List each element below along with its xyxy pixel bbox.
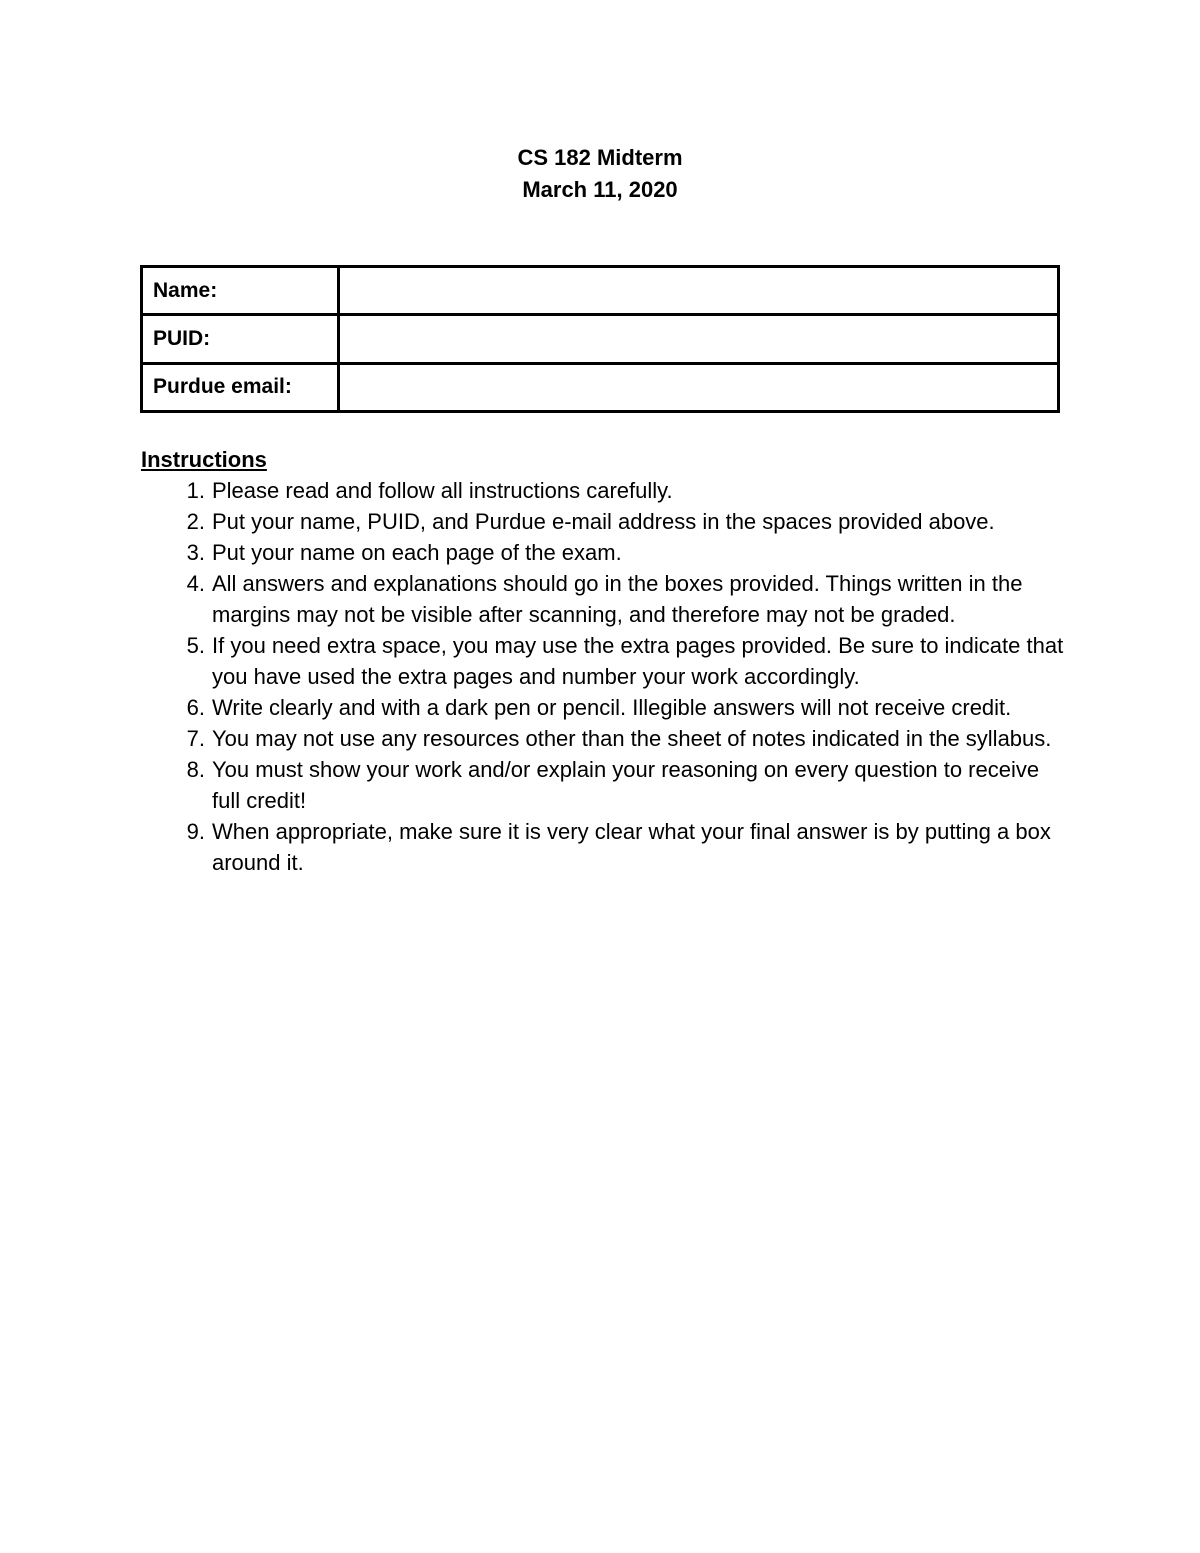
list-item-number: 1. — [186, 478, 205, 503]
list-item — [141, 475, 1071, 506]
exam-title: CS 182 Midterm — [517, 145, 683, 170]
list-item-text: Put your name on each page of the exam. — [212, 540, 622, 565]
exam-header — [0, 142, 1200, 206]
list-item — [141, 816, 1071, 878]
list-item — [141, 723, 1071, 754]
list-item-number: 6. — [186, 695, 205, 720]
list-item — [141, 568, 1071, 630]
instructions-section — [141, 444, 1071, 878]
list-item-text: Please read and follow all instructions carefully. — [212, 478, 673, 503]
list-item — [141, 692, 1071, 723]
table-row — [142, 315, 1059, 363]
list-item-number: 3. — [186, 540, 205, 565]
list-item-text: Write clearly and with a dark pen or pencil. Illegible answers will not receive credit. — [212, 695, 1012, 720]
exam-date: March 11, 2020 — [522, 177, 678, 202]
student-info-table — [140, 265, 1060, 413]
email-field[interactable] — [339, 363, 1059, 411]
list-item — [141, 506, 1071, 537]
list-item-text: You may not use any resources other than the sheet of notes indicated in the syllabus. — [212, 726, 1052, 751]
name-label: Name: — [142, 267, 339, 315]
list-item-number: 2. — [186, 509, 205, 534]
list-item — [141, 630, 1071, 692]
email-label: Purdue email: — [142, 363, 339, 411]
list-item-text: When appropriate, make sure it is very clear what your final answer is by putting a box around it. — [212, 819, 1051, 875]
list-item — [141, 537, 1071, 568]
list-item-text: If you need extra space, you may use the extra pages provided. Be sure to indicate that you have used the extra pages and number your work accordingly. — [212, 633, 1064, 689]
instructions-heading: Instructions — [141, 447, 267, 472]
table-row — [142, 363, 1059, 411]
list-item-number: 5. — [186, 633, 205, 658]
puid-label: PUID: — [142, 315, 339, 363]
list-item-number: 4. — [186, 571, 205, 596]
puid-field[interactable] — [339, 315, 1059, 363]
table-row — [142, 267, 1059, 315]
list-item-number: 9. — [186, 819, 205, 844]
name-field[interactable] — [339, 267, 1059, 315]
list-item-number: 7. — [186, 726, 205, 751]
list-item-text: Put your name, PUID, and Purdue e-mail address in the spaces provided above. — [212, 509, 995, 534]
list-item-text: All answers and explanations should go in the boxes provided. Things written in the margins may not be visible after scanning, and therefore may not be graded. — [212, 571, 1023, 627]
list-item-text: You must show your work and/or explain your reasoning on every question to receive full credit! — [212, 757, 1040, 813]
list-item — [141, 754, 1071, 816]
list-item-number: 8. — [186, 757, 205, 782]
instructions-list — [141, 475, 1071, 878]
